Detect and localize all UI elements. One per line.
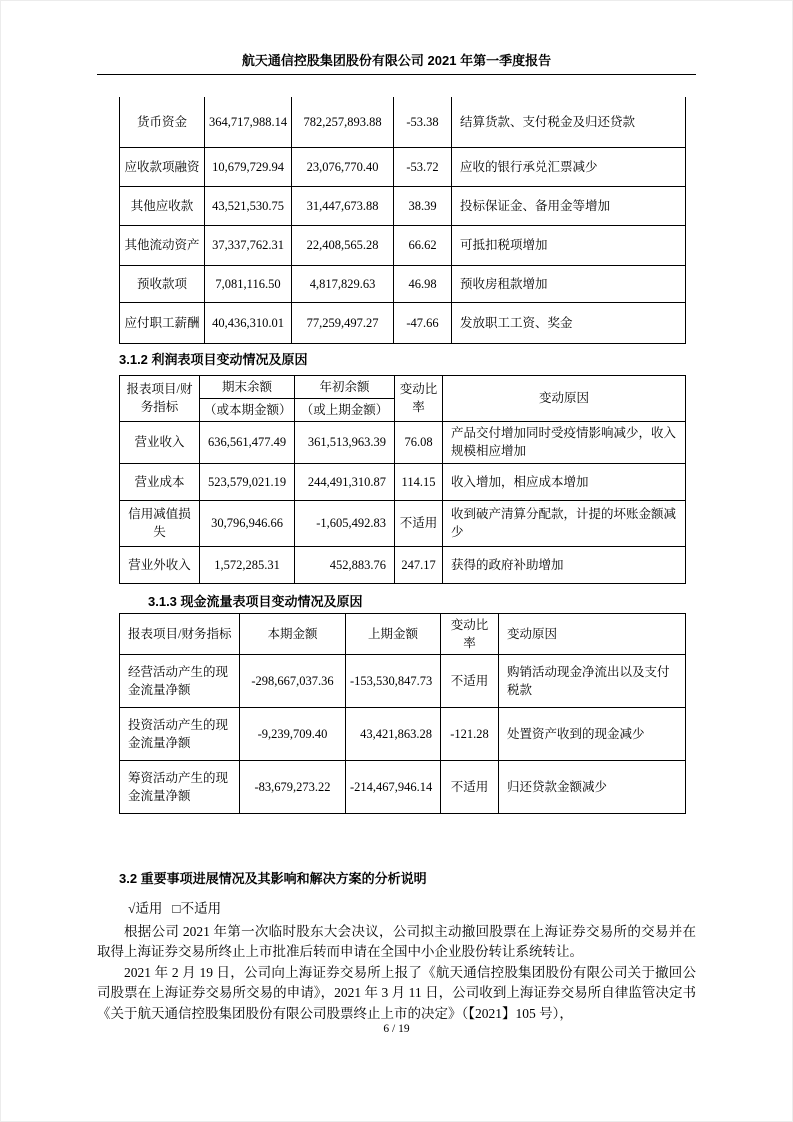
page-number: 6 / 19 xyxy=(383,1023,410,1035)
item-cell: 投资活动产生的现金流量净额 xyxy=(120,707,240,760)
balance-items-table xyxy=(119,97,686,344)
current-amount-cell: 7,081,116.50 xyxy=(205,265,292,302)
table-row xyxy=(120,302,686,343)
table-row xyxy=(120,500,686,546)
change-reason-cell: 购销活动现金净流出以及支付税款 xyxy=(499,654,686,707)
previous-amount-cell: 782,257,893.88 xyxy=(292,97,394,147)
not-applicable-label: □不适用 xyxy=(172,900,222,916)
change-ratio-cell: -47.66 xyxy=(394,302,452,343)
table-row xyxy=(120,421,686,463)
current-amount-cell: 364,717,988.14 xyxy=(205,97,292,147)
current-amount-cell: 37,337,762.31 xyxy=(205,225,292,265)
change-ratio-cell: -53.72 xyxy=(394,147,452,186)
table-row xyxy=(120,225,686,265)
change-reason-cell: 应收的银行承兑汇票减少 xyxy=(452,147,686,186)
header-end-balance-sub: （或本期金额） xyxy=(200,398,295,421)
item-cell: 信用减值损失 xyxy=(120,500,200,546)
previous-amount-cell: 452,883.76 xyxy=(295,546,395,583)
current-amount-cell: 30,796,946.66 xyxy=(200,500,295,546)
item-cell: 其他应收款 xyxy=(120,186,205,225)
header-current-amount: 本期金额 xyxy=(240,613,346,654)
current-amount-cell: 10,679,729.94 xyxy=(205,147,292,186)
current-amount-cell: -298,667,037.36 xyxy=(240,654,346,707)
change-ratio-cell: 38.39 xyxy=(394,186,452,225)
section-title-cashflow: 3.1.3 现金流量表项目变动情况及原因 xyxy=(148,593,363,609)
matters-body-text xyxy=(97,922,696,1025)
change-reason-cell: 结算货款、支付税金及归还贷款 xyxy=(452,97,686,147)
item-cell: 营业收入 xyxy=(120,421,200,463)
header-change-ratio: 变动比率 xyxy=(395,375,443,421)
current-amount-cell: 1,572,285.31 xyxy=(200,546,295,583)
previous-amount-cell: 77,259,497.27 xyxy=(292,302,394,343)
table-row xyxy=(120,186,686,225)
previous-amount-cell: -153,530,847.73 xyxy=(346,654,441,707)
item-cell: 其他流动资产 xyxy=(120,225,205,265)
previous-amount-cell: -1,605,492.83 xyxy=(295,500,395,546)
current-amount-cell: 40,436,310.01 xyxy=(205,302,292,343)
change-reason-cell: 归还贷款金额减少 xyxy=(499,760,686,813)
change-reason-cell: 收入增加，相应成本增加 xyxy=(443,463,686,500)
change-ratio-cell: 46.98 xyxy=(394,265,452,302)
header-item: 报表项目/财务指标 xyxy=(120,613,240,654)
previous-amount-cell: 23,076,770.40 xyxy=(292,147,394,186)
change-ratio-cell: 66.62 xyxy=(394,225,452,265)
item-cell: 营业成本 xyxy=(120,463,200,500)
change-ratio-cell: 247.17 xyxy=(395,546,443,583)
current-amount-cell: 523,579,021.19 xyxy=(200,463,295,500)
previous-amount-cell: 244,491,310.87 xyxy=(295,463,395,500)
cashflow-change-table xyxy=(119,613,686,814)
section-title-profit: 3.1.2 利润表项目变动情况及原因 xyxy=(119,351,308,367)
page-content xyxy=(1,1,792,1024)
change-ratio-cell: -53.38 xyxy=(394,97,452,147)
header-item: 报表项目/财务指标 xyxy=(120,375,200,421)
report-header-title: 航天通信控股集团股份有限公司 2021 年第一季度报告 xyxy=(97,53,696,75)
change-ratio-cell: 不适用 xyxy=(395,500,443,546)
profit-change-table xyxy=(119,375,686,584)
table-row xyxy=(120,147,686,186)
table-row xyxy=(120,707,686,760)
change-reason-cell: 投标保证金、备用金等增加 xyxy=(452,186,686,225)
change-reason-cell: 收到破产清算分配款，计提的坏账金额减少 xyxy=(443,500,686,546)
section-title-matters: 3.2 重要事项进展情况及其影响和解决方案的分析说明 xyxy=(119,870,427,886)
current-amount-cell: -9,239,709.40 xyxy=(240,707,346,760)
change-ratio-cell: -121.28 xyxy=(441,707,499,760)
previous-amount-cell: 31,447,673.88 xyxy=(292,186,394,225)
table-row xyxy=(120,654,686,707)
item-cell: 货币资金 xyxy=(120,97,205,147)
applicability-line xyxy=(128,900,696,917)
item-cell: 应付职工薪酬 xyxy=(120,302,205,343)
paragraph: 根据公司 2021 年第一次临时股东大会决议，公司拟主动撤回股票在上海证券交易所的交易并在取得上海证券交易所终止上市批准后转而申请在全国中小企业股份转让系统转让。 xyxy=(97,923,696,959)
item-cell: 应收款项融资 xyxy=(120,147,205,186)
change-reason-cell: 发放职工工资、奖金 xyxy=(452,302,686,343)
applicable-checked-label: √适用 xyxy=(128,900,163,916)
change-ratio-cell: 不适用 xyxy=(441,654,499,707)
header-begin-balance: 年初余额 xyxy=(295,375,395,398)
previous-amount-cell: 361,513,963.39 xyxy=(295,421,395,463)
item-cell: 筹资活动产生的现金流量净额 xyxy=(120,760,240,813)
header-change-reason: 变动原因 xyxy=(443,375,686,421)
table-header-row xyxy=(120,375,686,398)
previous-amount-cell: -214,467,946.14 xyxy=(346,760,441,813)
previous-amount-cell: 22,408,565.28 xyxy=(292,225,394,265)
change-reason-cell: 获得的政府补助增加 xyxy=(443,546,686,583)
table-row xyxy=(120,97,686,147)
change-reason-cell: 产品交付增加同时受疫情影响减少，收入规模相应增加 xyxy=(443,421,686,463)
item-cell: 预收款项 xyxy=(120,265,205,302)
header-change-ratio: 变动比率 xyxy=(441,613,499,654)
table-row xyxy=(120,265,686,302)
change-ratio-cell: 不适用 xyxy=(441,760,499,813)
change-ratio-cell: 76.08 xyxy=(395,421,443,463)
header-previous-amount: 上期金额 xyxy=(346,613,441,654)
item-cell: 经营活动产生的现金流量净额 xyxy=(120,654,240,707)
previous-amount-cell: 4,817,829.63 xyxy=(292,265,394,302)
previous-amount-cell: 43,421,863.28 xyxy=(346,707,441,760)
change-reason-cell: 处置资产收到的现金减少 xyxy=(499,707,686,760)
current-amount-cell: 636,561,477.49 xyxy=(200,421,295,463)
table-row xyxy=(120,463,686,500)
paragraph: 2021 年 2 月 19 日，公司向上海证券交易所上报了《航天通信控股集团股份有限公司关于撤回公司股票在上海证券交易所交易的申请》，2021 年 3 月 11 日，公司收到上海证券交易所自律监管决定书《关于航天通信控股集团股份有限公司股票终止上市的决定》（【2021】105 号）， xyxy=(97,964,696,1021)
change-reason-cell: 预收房租款增加 xyxy=(452,265,686,302)
table-row xyxy=(120,760,686,813)
change-reason-cell: 可抵扣税项增加 xyxy=(452,225,686,265)
header-end-balance: 期末余额 xyxy=(200,375,295,398)
table-header-row xyxy=(120,613,686,654)
header-begin-balance-sub: （或上期金额） xyxy=(295,398,395,421)
table-row xyxy=(120,546,686,583)
change-ratio-cell: 114.15 xyxy=(395,463,443,500)
item-cell: 营业外收入 xyxy=(120,546,200,583)
header-change-reason: 变动原因 xyxy=(499,613,686,654)
current-amount-cell: 43,521,530.75 xyxy=(205,186,292,225)
current-amount-cell: -83,679,273.22 xyxy=(240,760,346,813)
